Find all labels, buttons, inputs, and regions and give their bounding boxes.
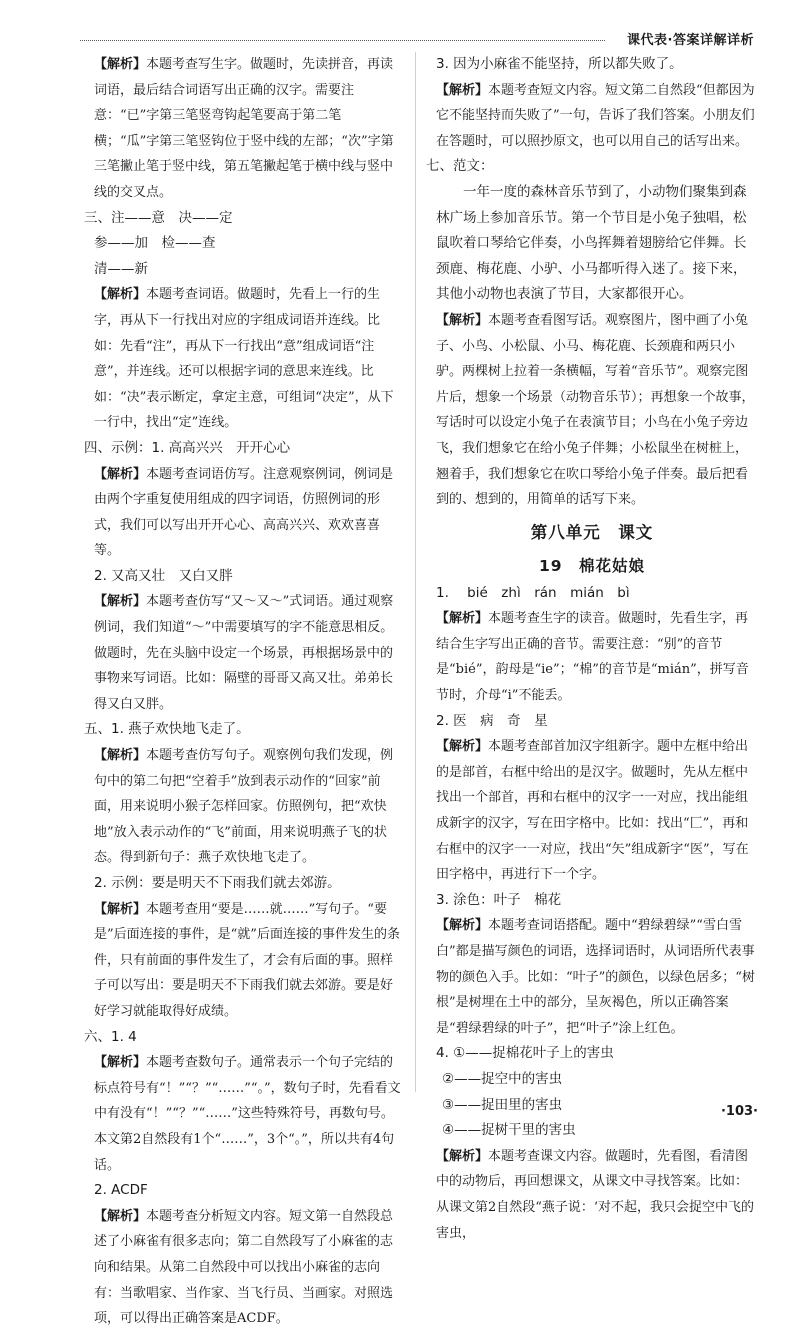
answer-line [84, 206, 404, 232]
analysis-tag: 【解析】 [94, 57, 147, 72]
answer-line [84, 436, 404, 462]
analysis-tag: 【解析】 [94, 594, 147, 610]
unit-title: 第八单元 课文 [530, 522, 654, 542]
analysis-tag: 【解析】 [436, 1148, 489, 1164]
analysis-tag: 【解析】 [436, 918, 489, 934]
section-number: 三、 [84, 209, 111, 226]
answer-line [84, 1025, 404, 1051]
answer-line: 2. 又高又壮 又白又胖 [94, 567, 233, 584]
analysis-text: 本题考查词语仿写。注意观察例词，例词是由两个字重复使用组成的四字词语，仿照例词的形式，我们可以写出开开心心、高高兴兴、欢欢喜喜等。 [94, 466, 394, 559]
answer-line: 3. 因为小麻雀不能坚持，所以都失败了。 [436, 56, 683, 72]
analysis-tag: 【解析】 [94, 287, 147, 303]
analysis-text: 本题考查用“要是……就……”写句子。“要是”后面连接的事件，是“就”后面连接的事件发生的条件，只有前面的事件发生了，才会有后面的事。照样子可以写出：要是明天不下雨我们就去郊游。要是好好学习就能取得好成绩。 [94, 901, 400, 1019]
answer-line: 清——新 [94, 260, 148, 277]
analysis-block [84, 282, 404, 436]
lesson-title: 19 棉花姑娘 [538, 556, 646, 575]
analysis-block [426, 1144, 758, 1246]
analysis-block [426, 913, 758, 1041]
header-title: 课代表·答案详解详析 [627, 33, 754, 48]
answer-text: 1. 燕子欢快地飞走了。 [111, 721, 250, 738]
analysis-text: 本题考查部首加汉字组新字。题中左框中给出的是部首，右框中给出的是汉字。做题时，先从左框中找出一个部首，再和右框中的汉字一一对应，找出能组成新字的汉字，写在田字格中。比如：找出“匚”，再和右框中的汉字一一对应，找出“矢”组成新字“医”，写在田字格中，再进行下一个字。 [436, 739, 749, 883]
left-column [84, 52, 404, 1332]
section-number: 四、 [84, 439, 111, 456]
header-dotted-line [80, 40, 605, 41]
analysis-block [84, 462, 404, 564]
analysis-tag: 【解析】 [436, 739, 489, 755]
answer-line: 4. ①——捉棉花叶子上的害虫 [436, 1045, 614, 1062]
answer-subline: ③——捉田里的害虫 [442, 1096, 563, 1113]
answer-text: 示例：1. 高高兴兴 开开心心 [111, 439, 291, 456]
right-column [426, 52, 758, 1246]
answer-line: 3. 涂色：叶子 棉花 [436, 891, 562, 908]
analysis-block [426, 734, 758, 888]
analysis-text: 本题考查写生字。做题时，先读拼音，再读词语，最后结合词语写出正确的汉字。需要注意：“已”字第三笔竖弯钩起笔要高于第二笔横；“瓜”字第三笔竖钩位于竖中线的左部；“次”字第三笔撇止笔于竖中线，第五笔撇起笔于横中线与竖中线的交叉点。 [94, 57, 394, 200]
answer-line [426, 154, 758, 180]
page-number: ·103· [720, 1104, 758, 1119]
answer-line: 2. 医 病 奇 星 [436, 712, 548, 729]
analysis-block [426, 606, 758, 708]
analysis-tag: 【解析】 [94, 748, 147, 764]
section-number: 五、 [84, 721, 111, 738]
answer-line: 参——加 检——查 [94, 235, 216, 252]
analysis-block [426, 78, 758, 155]
model-essay: 一年一度的森林音乐节到了，小动物们聚集到森林广场上参加音乐节。第一个节目是小兔子独唱，松鼠吹着口琴给它伴奏，小鸟挥舞着翅膀给它伴舞。长颈鹿、梅花鹿、小驴、小马都听得入迷了。接下来，其他小动物也表演了节目，大家都很开心。 [436, 183, 747, 303]
analysis-block [84, 1204, 404, 1332]
analysis-tag: 【解析】 [94, 1055, 147, 1071]
analysis-tag: 【解析】 [436, 611, 489, 627]
section-number: 七、 [426, 158, 453, 175]
analysis-block [84, 589, 404, 717]
analysis-text: 本题考查看图写话。观察图片，图中画了小兔子、小鸟、小松鼠、小马、梅花鹿、长颈鹿和两只小驴。两棵树上拉着一条横幅，写着“音乐节”。观察完图片后，想象一个场景（动物音乐节）；再想象一个故事，写话时可以设定小兔子在表演节目；小鸟在小兔子旁边飞，我们想象它在给小兔子伴舞；小松鼠坐在树桩上，翘着手，我们想象它在吹口琴给小兔子伴奏。最后把看到的、想到的，用简单的话写下来。 [436, 312, 755, 508]
analysis-tag: 【解析】 [94, 901, 147, 917]
analysis-text: 本题考查仿写“又～又～”式词语。通过观察例词，我们知道“～”中需要填写的字不能意思相反。做题时，先在头脑中设定一个场景，再根据场景中的事物来写词语。比如：隔壁的哥哥又高又壮。弟弟长得又白又胖。 [94, 594, 394, 712]
analysis-block [84, 743, 404, 871]
analysis-text: 本题考查分析短文内容。短文第一自然段总述了小麻雀有很多志向；第二自然段写了小麻雀的志向和结果。从第二自然段中可以找出小麻雀的志向有：当歌唱家、当作家、当飞行员、当画家。对照选项，可以得出正确答案是ACDF。 [94, 1208, 394, 1327]
pinyin-answer: 1. bié zhì rán mián bì [436, 584, 630, 601]
answer-line [84, 717, 404, 743]
analysis-block [84, 52, 404, 206]
answer-text: 注——意 决——定 [111, 209, 233, 226]
answer-subline: ④——捉树干里的害虫 [442, 1122, 576, 1139]
answer-line: 2. ACDF [94, 1182, 148, 1199]
analysis-text: 本题考查课文内容。做题时，先看图，看清图中的动物后，再回想课文，从课文中寻找答案。比如：从课文第2自然段“燕子说：‘对不起，我只会捉空中飞的害虫， [436, 1148, 755, 1241]
analysis-tag: 【解析】 [436, 82, 489, 98]
analysis-text: 本题考查仿写句子。观察例句我们发现，例句中的第二句把“空着手”放到表示动作的“回家”前面，用来说明小猴子怎样回家。仿照例句，把“欢快地”放入表示动作的“飞”前面，用来说明燕子飞的状态。得到新句子：燕子欢快地飞走了。 [94, 748, 394, 866]
analysis-text: 本题考查词语。做题时，先看上一行的生字，再从下一行找出对应的字组成词语并连线。比如：先看“注”，再从下一行找出“意”组成词语“注意”，并连线。还可以根据字词的意思来连线。比如：“决”表示断定，拿定主意，可组词“决定”，从下一行中，找出“定”连线。 [94, 287, 394, 431]
answer-text: 1. 4 [111, 1028, 137, 1045]
analysis-block [84, 897, 404, 1025]
section-number: 六、 [84, 1028, 111, 1045]
analysis-block [426, 308, 758, 513]
analysis-text: 本题考查数句子。通常表示一个句子完结的标点符号有“！”“？”“……”“。”，数句子时，先看看文中有没有“！”“？”“……”这些特殊符号，再数句号。本文第2自然段有1个“……”，3个“。”，所以共有4句话。 [94, 1055, 401, 1173]
analysis-text: 本题考查生字的读音。做题时，先看生字，再结合生字写出正确的音节。需要注意：“别”的音节是“bié”，韵母是“ie”；“棉”的音节是“mián”，拼写音节时，介母“i”不能丢。 [436, 611, 749, 704]
answer-line: 2. 示例：要是明天不下雨我们就去郊游。 [94, 875, 341, 891]
answer-text: 范文： [453, 158, 494, 175]
analysis-block [84, 1050, 404, 1178]
analysis-tag: 【解析】 [94, 466, 147, 482]
analysis-tag: 【解析】 [436, 312, 489, 328]
analysis-text: 本题考查短文内容。短文第二自然段“但都因为它不能坚持而失败了”一句，告诉了我们答案。小朋友们在答题时，可以照抄原文，也可以用自己的话写出来。 [436, 82, 755, 149]
analysis-tag: 【解析】 [94, 1208, 147, 1224]
column-divider [415, 52, 416, 1092]
analysis-text: 本题考查词语搭配。题中“碧绿碧绿”“雪白雪白”都是描写颜色的词语，选择词语时，从词语所代表事物的颜色入手。比如：“叶子”的颜色，以绿色居多；“树根”是树埋在土中的部分，呈灰褐色，所以正确答案是“碧绿碧绿的叶子”，把“叶子”涂上红色。 [436, 918, 755, 1036]
answer-subline: ②——捉空中的害虫 [442, 1070, 563, 1087]
